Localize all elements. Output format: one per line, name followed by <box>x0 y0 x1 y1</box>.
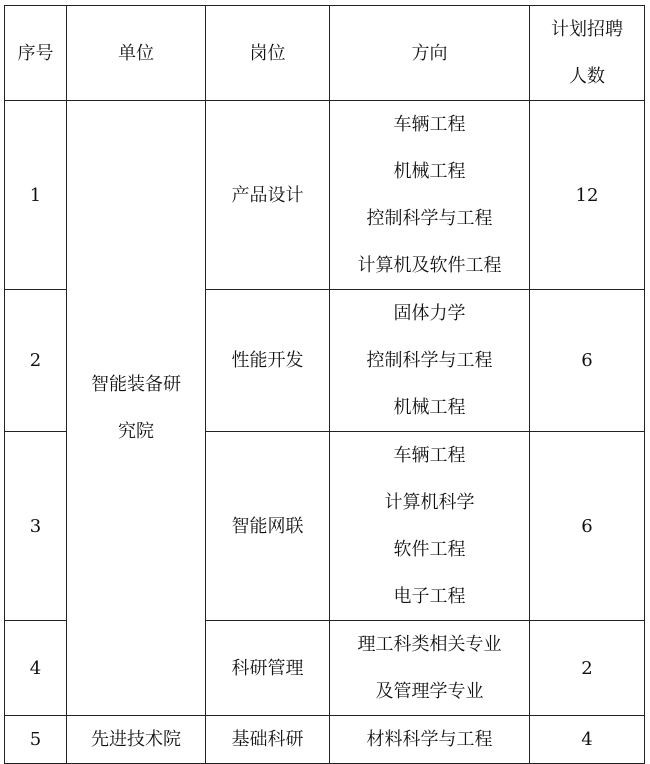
cell-post: 智能网联 <box>206 432 330 621</box>
cell-count: 6 <box>530 432 645 621</box>
header-post: 岗位 <box>206 6 330 101</box>
direction-item: 材料科学与工程 <box>366 729 493 750</box>
direction-item: 固体力学 <box>393 303 466 324</box>
cell-directions <box>330 432 530 621</box>
direction-item: 控制科学与工程 <box>366 350 493 371</box>
table-row <box>5 101 645 290</box>
direction-item: 理工科类相关专业 <box>357 634 502 655</box>
cell-count: 2 <box>530 621 645 716</box>
cell-directions <box>330 716 530 764</box>
cell-seq: 2 <box>5 290 67 432</box>
cell-post: 科研管理 <box>206 621 330 716</box>
direction-item: 机械工程 <box>393 397 466 418</box>
cell-seq: 5 <box>5 716 67 764</box>
cell-directions <box>330 290 530 432</box>
cell-seq: 1 <box>5 101 67 290</box>
table-row <box>5 716 645 764</box>
recruitment-table <box>4 5 645 764</box>
cell-unit: 先进技术院 <box>67 716 206 764</box>
cell-post: 产品设计 <box>206 101 330 290</box>
direction-item: 计算机及软件工程 <box>357 255 502 276</box>
direction-item: 软件工程 <box>393 539 466 560</box>
cell-post: 基础科研 <box>206 716 330 764</box>
table-header-row <box>5 6 645 101</box>
direction-item: 控制科学与工程 <box>366 208 493 229</box>
unit-line2: 究院 <box>118 421 154 442</box>
header-direction: 方向 <box>330 6 530 101</box>
unit-line1: 智能装备研 <box>91 374 181 395</box>
direction-item: 车辆工程 <box>393 445 466 466</box>
direction-item: 计算机科学 <box>384 492 475 513</box>
cell-directions <box>330 101 530 290</box>
header-plan-line2: 人数 <box>569 66 605 87</box>
cell-seq: 4 <box>5 621 67 716</box>
header-plan-count <box>530 6 645 101</box>
direction-item: 及管理学专业 <box>375 681 484 702</box>
cell-seq: 3 <box>5 432 67 621</box>
header-plan-line1: 计划招聘 <box>551 19 623 40</box>
cell-count: 12 <box>530 101 645 290</box>
direction-item: 机械工程 <box>393 161 466 182</box>
cell-unit-merged <box>67 101 206 716</box>
cell-post: 性能开发 <box>206 290 330 432</box>
cell-count: 4 <box>530 716 645 764</box>
cell-directions <box>330 621 530 716</box>
header-unit: 单位 <box>67 6 206 101</box>
direction-item: 电子工程 <box>393 586 466 607</box>
direction-item: 车辆工程 <box>393 114 466 135</box>
cell-count: 6 <box>530 290 645 432</box>
header-seq: 序号 <box>5 6 67 101</box>
